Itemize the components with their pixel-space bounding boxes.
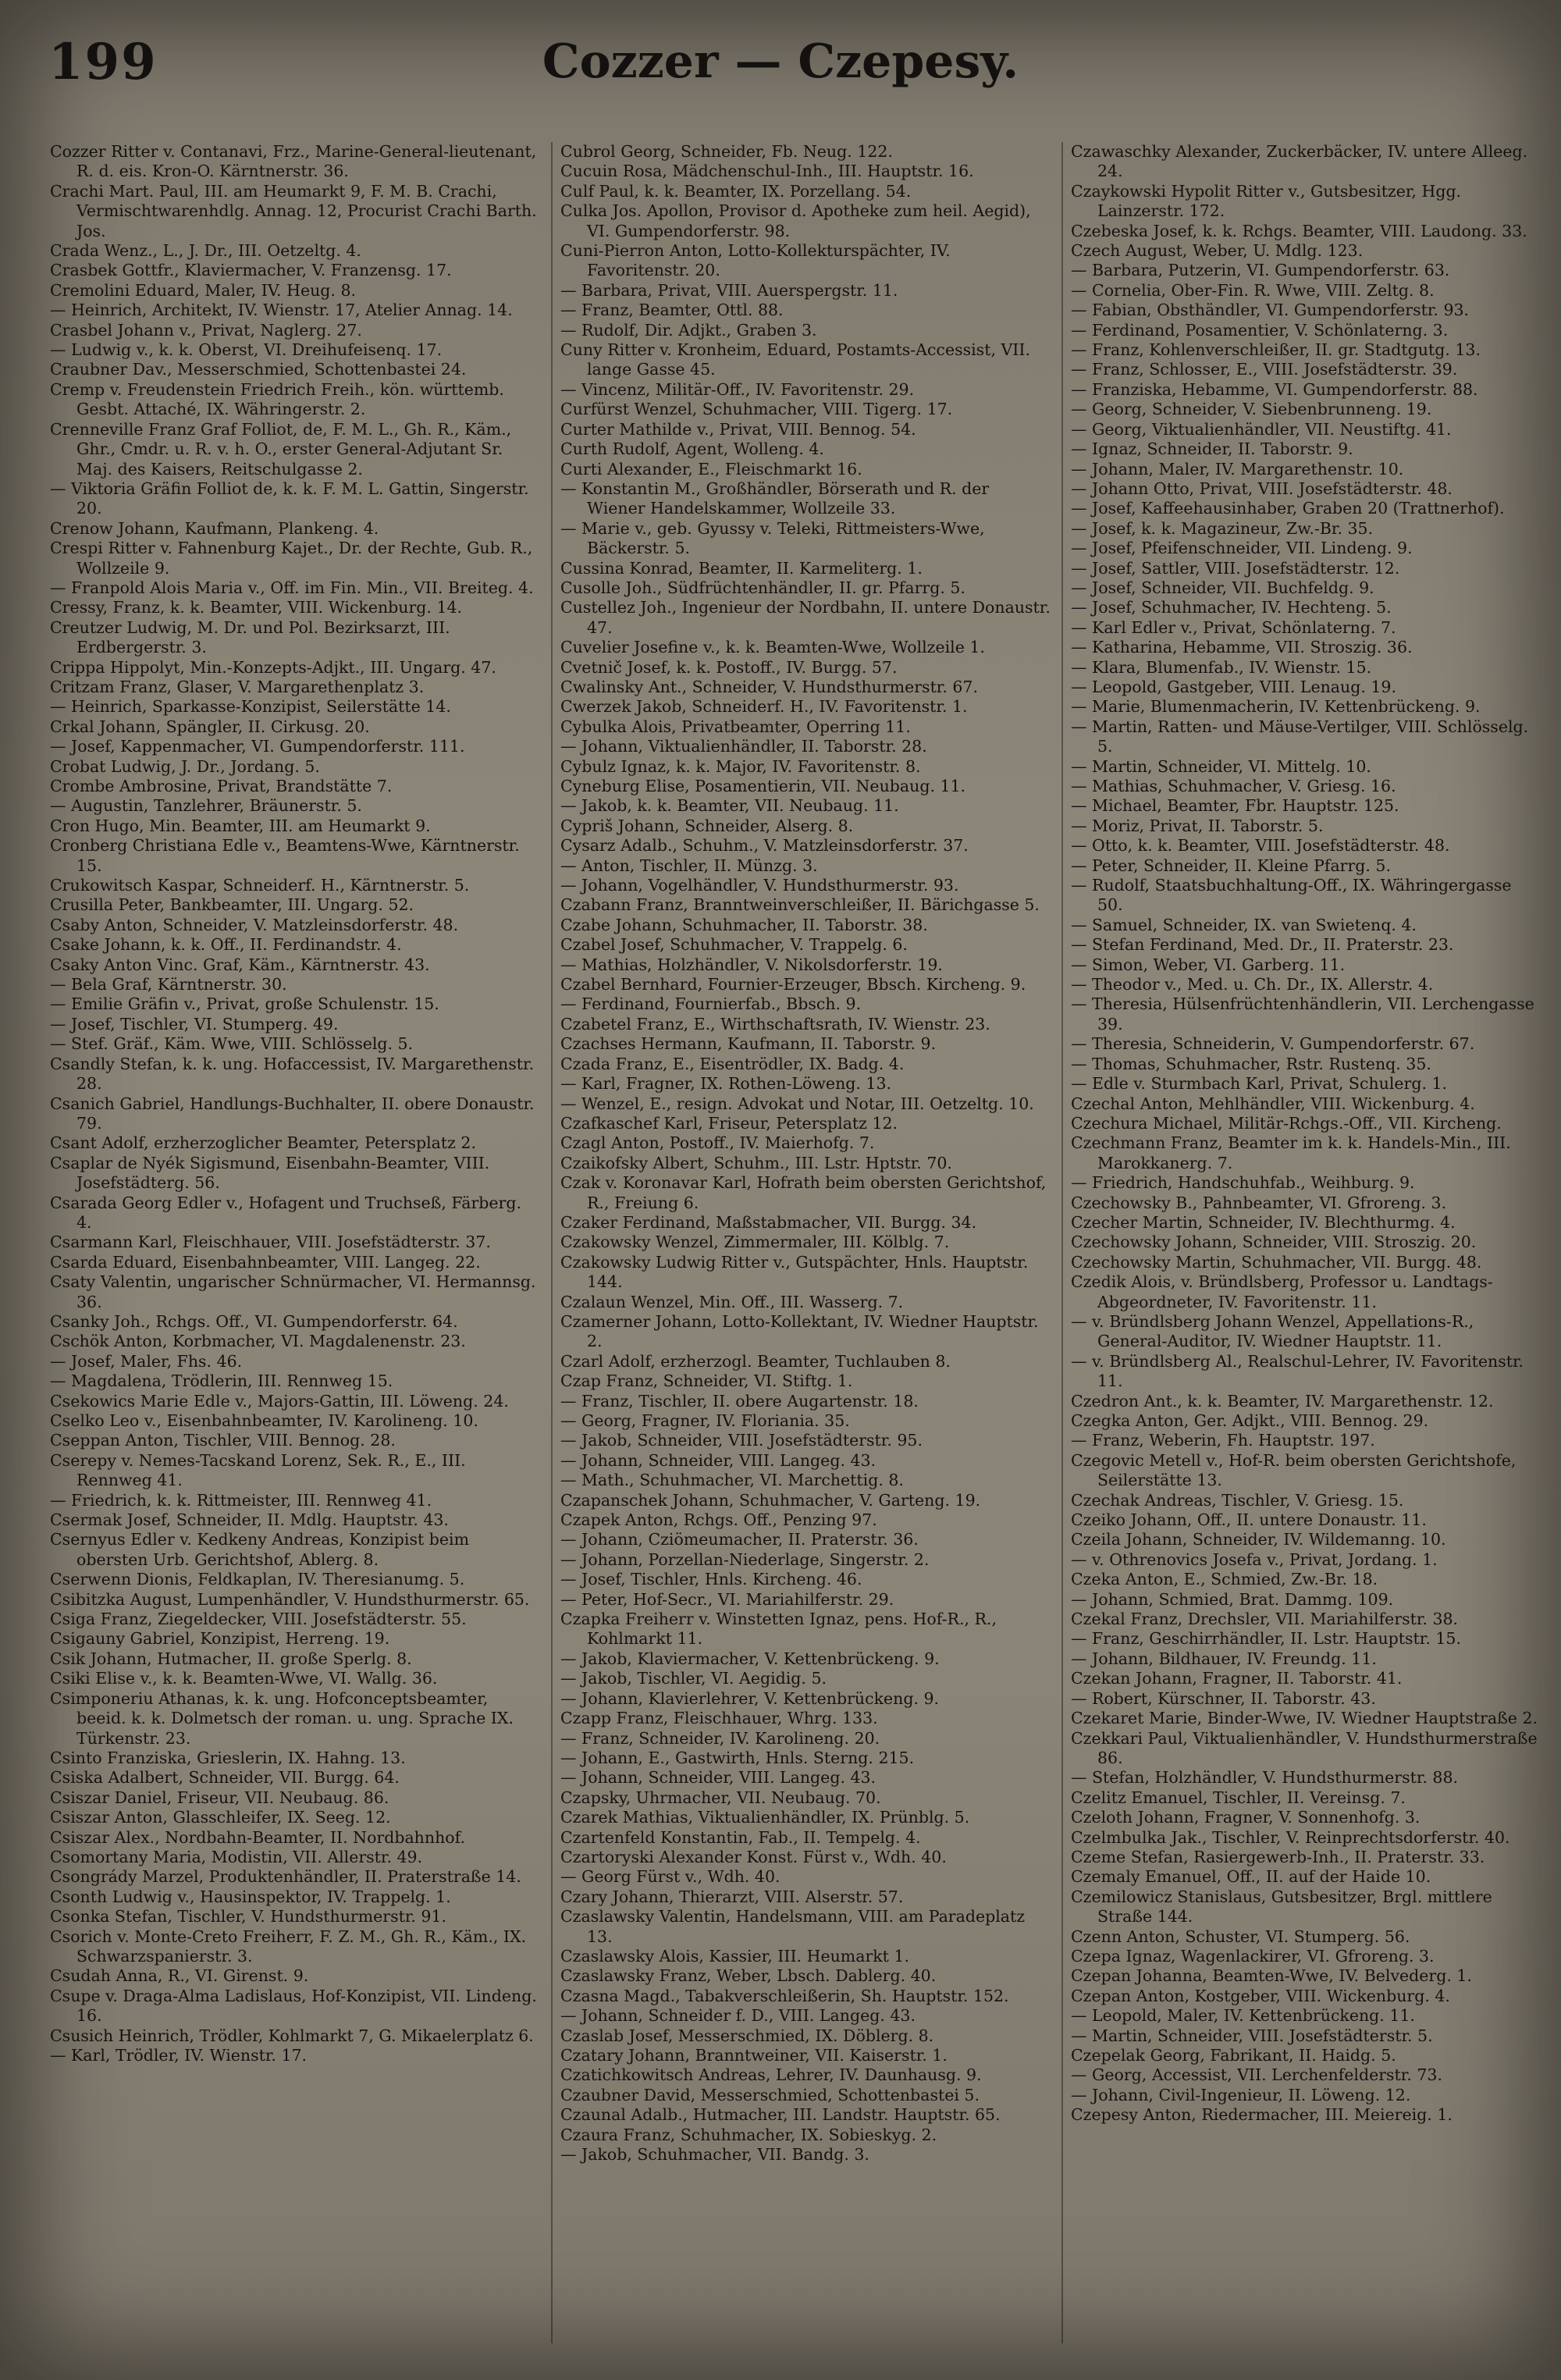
directory-entry: — Ignaz, Schneider, II. Taborstr. 9.	[1071, 439, 1353, 459]
directory-entry: — Josef, k. k. Magazineur, Zw.-Br. 35.	[1071, 518, 1374, 538]
directory-entry: — Robert, Kürschner, II. Taborstr. 43.	[1071, 1688, 1376, 1708]
directory-entry: Czekal Franz, Drechsler, VII. Mariahilferstr. 38.	[1071, 1610, 1459, 1629]
directory-entry: — Leopold, Gastgeber, VIII. Lenaug. 19.	[1071, 677, 1396, 696]
directory-entry: Crenow Johann, Kaufmann, Plankeng. 4.	[50, 518, 379, 538]
directory-entry: — v. Bründlsberg Al., Realschul-Lehrer, IV. Favoritenstr. 11.	[1071, 1351, 1524, 1391]
directory-entry: Crombe Ambrosine, Privat, Brandstätte 7.	[50, 777, 393, 795]
directory-entry: Curti Alexander, E., Fleischmarkt 16.	[560, 459, 862, 478]
directory-entry: — Martin, Schneider, VI. Mittelg. 10.	[1071, 756, 1371, 776]
directory-entry: Czeila Johann, Schneider, IV. Wildemanng. 10.	[1071, 1530, 1446, 1549]
directory-entry: Czemilowicz Stanislaus, Gutsbesitzer, Brgl. mittlere Straße 144.	[1071, 1887, 1492, 1926]
directory-entry: Czaunal Adalb., Hutmacher, III. Landstr. Hauptstr. 65.	[560, 2105, 1001, 2125]
directory-entry: — Stefan Ferdinand, Med. Dr., II. Praterstr. 23.	[1071, 935, 1454, 955]
directory-entry: Curth Rudolf, Agent, Wolleng. 4.	[560, 439, 824, 459]
directory-entry: Crkal Johann, Spängler, II. Cirkusg. 20.	[50, 717, 370, 736]
directory-entry: Cuny Ritter v. Kronheim, Eduard, Postamts-Accessist, VII. lange Gasse 45.	[560, 340, 1030, 379]
directory-entry: Czapanschek Johann, Schuhmacher, V. Garteng. 19.	[560, 1490, 981, 1510]
directory-entry: Cronberg Christiana Edle v., Beamtens-Wwe, Kärntnerstr. 15.	[50, 836, 520, 875]
directory-entry: Curter Mathilde v., Privat, VIII. Bennog. 54.	[560, 419, 916, 439]
directory-entry: — Samuel, Schneider, IX. van Swietenq. 4.	[1071, 915, 1417, 934]
directory-entry: Crukowitsch Kaspar, Schneiderf. H., Kärntnerstr. 5.	[50, 876, 470, 895]
directory-entry: — Katharina, Hebamme, VII. Stroszig. 36.	[1071, 638, 1413, 657]
directory-entry: Cybulka Alois, Privatbeamter, Operring 11.	[560, 717, 911, 736]
directory-entry: — Franz, Geschirrhändler, II. Lstr. Hauptstr. 15.	[1071, 1629, 1461, 1649]
directory-entry: Czebeska Josef, k. k. Rchgs. Beamter, VIII. Laudong. 33.	[1071, 221, 1527, 240]
directory-entry: — Johann, E., Gastwirth, Hnls. Sterng. 215.	[560, 1748, 915, 1767]
directory-entry: Cubrol Georg, Schneider, Fb. Neug. 122.	[560, 142, 893, 161]
directory-entry: Cuni-Pierron Anton, Lotto-Kollekturspächter, IV. Favoritenstr. 20.	[560, 241, 951, 280]
directory-entry: Culka Jos. Apollon, Provisor d. Apotheke zum heil. Aegid), VI. Gumpendorferstr. 98.	[560, 201, 1031, 240]
directory-entry: — Jakob, Tischler, VI. Aegidig. 5.	[560, 1669, 827, 1688]
directory-entry: — Karl Edler v., Privat, Schönlaterng. 7.	[1071, 617, 1396, 637]
directory-entry: Czafkaschef Karl, Friseur, Petersplatz 12.	[560, 1113, 898, 1133]
directory-entry: Csudah Anna, R., VI. Girenst. 9.	[50, 1966, 309, 1986]
directory-entry: Czenn Anton, Schuster, VI. Stumperg. 56.	[1071, 1926, 1410, 1946]
directory-entry: — Georg, Viktualienhändler, VII. Neustiftg. 41.	[1071, 419, 1452, 439]
directory-entry: Cserwenn Dionis, Feldkaplan, IV. Theresianumg. 5.	[50, 1570, 465, 1589]
directory-entry: — Otto, k. k. Beamter, VIII. Josefstädterstr. 48.	[1071, 836, 1450, 856]
directory-entry: — Friedrich, k. k. Rittmeister, III. Rennweg 41.	[50, 1490, 432, 1510]
directory-entry: Cozzer Ritter v. Contanavi, Frz., Marine-General-lieutenant, R. d. eis. Kron-O. Kärntnerstr. 36.	[50, 142, 537, 181]
directory-entry: Czechowsky Martin, Schuhmacher, VII. Burgg. 48.	[1071, 1252, 1482, 1272]
directory-entry: Crespi Ritter v. Fahnenburg Kajet., Dr. der Rechte, Gub. R., Wollzeile 9.	[50, 539, 533, 578]
directory-entry: Czepan Anton, Kostgeber, VIII. Wickenburg. 4.	[1071, 1986, 1450, 2005]
directory-entry: — Franz, Weberin, Fh. Hauptstr. 197.	[1071, 1431, 1375, 1450]
directory-entry: — Magdalena, Trödlerin, III. Rennweg 15.	[50, 1371, 393, 1391]
directory-entry: Czapek Anton, Rchgs. Off., Penzing 97.	[560, 1510, 877, 1530]
directory-entry: Cseppan Anton, Tischler, VIII. Bennog. 28.	[50, 1431, 396, 1450]
directory-entry: Czedik Alois, v. Bründlsberg, Professor u. Landtags-Abgeordneter, IV. Favoritenstr. 11.	[1071, 1272, 1493, 1311]
column-divider	[551, 142, 553, 2343]
directory-entry: — Franz, Schlosser, E., VIII. Josefstädterstr. 39.	[1071, 360, 1458, 379]
directory-entry: Csiki Elise v., k. k. Beamten-Wwe, VI. Wallg. 36.	[50, 1669, 438, 1688]
directory-entry: — Johann, Schneider, VIII. Langeg. 43.	[560, 1768, 877, 1788]
directory-entry: — Bela Graf, Kärntnerstr. 30.	[50, 975, 287, 994]
directory-entry: Csiszar Alex., Nordbahn-Beamter, II. Nordbahnhof.	[50, 1827, 466, 1847]
directory-entry: — Johann, Bildhauer, IV. Freundg. 11.	[1071, 1649, 1377, 1668]
directory-entry: Czapp Franz, Fleischhauer, Whrg. 133.	[560, 1709, 878, 1728]
directory-entry: Cusolle Joh., Südfrüchtenhändler, II. gr. Pfarrg. 5.	[560, 578, 965, 597]
directory-entry: — Leopold, Maler, IV. Kettenbrückeng. 11.	[1071, 2006, 1415, 2026]
directory-entry: Czechowsky B., Pahnbeamter, VI. Gfroreng. 3.	[1071, 1193, 1447, 1212]
directory-entry: — Moriz, Privat, II. Taborstr. 5.	[1071, 816, 1324, 835]
directory-entry: Czeloth Johann, Fragner, V. Sonnenhofg. 3.	[1071, 1808, 1421, 1827]
directory-entry: — Stef. Gräf., Käm. Wwe, VIII. Schlösselg. 5.	[50, 1034, 414, 1054]
directory-entry: Czarl Adolf, erzherzogl. Beamter, Tuchlauben 8.	[560, 1351, 951, 1371]
directory-entry: — Emilie Gräfin v., Privat, große Schulenstr. 15.	[50, 994, 439, 1014]
directory-entry: Czepa Ignaz, Wagenlackirer, VI. Gfroreng. 3.	[1071, 1946, 1435, 1966]
directory-entry: — Thomas, Schuhmacher, Rstr. Rustenq. 35.	[1071, 1054, 1431, 1073]
directory-entry: — Josef, Tischler, VI. Stumperg. 49.	[50, 1014, 339, 1033]
directory-entry: — Augustin, Tanzlehrer, Bräunerstr. 5.	[50, 796, 362, 816]
directory-entry: — Josef, Schuhmacher, IV. Hechteng. 5.	[1071, 598, 1392, 617]
directory-entry: Czecher Martin, Schneider, IV. Blechthurmg. 4.	[1071, 1212, 1456, 1232]
directory-entry: — Fabian, Obsthändler, VI. Gumpendorferstr. 93.	[1071, 301, 1470, 320]
directory-entry: — Ludwig v., k. k. Oberst, VI. Dreihufeisenq. 17.	[50, 340, 443, 360]
directory-entry: — Johann, Cziömeumacher, II. Praterstr. 36.	[560, 1530, 919, 1549]
directory-entry: Czap Franz, Schneider, VI. Stiftg. 1.	[560, 1371, 853, 1391]
directory-entry: — Heinrich, Architekt, IV. Wienstr. 17, Atelier Annag. 14.	[50, 301, 513, 320]
directory-entry: — Rudolf, Dir. Adjkt., Graben 3.	[560, 320, 817, 340]
directory-entry: — Franz, Schneider, IV. Karolineng. 20.	[560, 1728, 880, 1748]
directory-entry: Cschök Anton, Korbmacher, VI. Magdalenenstr. 23.	[50, 1332, 466, 1351]
directory-entry: Czaura Franz, Schuhmacher, IX. Sobieskyg. 2.	[560, 2125, 937, 2144]
directory-entry: Crasbek Gottfr., Klaviermacher, V. Franzensg. 17.	[50, 261, 452, 280]
directory-entry: Czegovic Metell v., Hof-R. beim obersten Gerichtshofe, Seilerstätte 13.	[1071, 1450, 1517, 1490]
directory-entry: — Marie, Blumenmacherin, IV. Kettenbrückeng. 9.	[1071, 697, 1481, 717]
directory-entry: Csinto Franziska, Grieslerin, IX. Hahng. 13.	[50, 1748, 406, 1767]
directory-entry: Cremp v. Freudenstein Friedrich Freih., kön. württemb. Gesbt. Attaché, IX. Währingerstr. 2.	[50, 379, 504, 419]
directory-entry: — Franz, Beamter, Ottl. 88.	[560, 301, 784, 320]
directory-entry: Czaker Ferdinand, Maßstabmacher, VII. Burgg. 34.	[560, 1212, 977, 1232]
column-3	[1071, 142, 1539, 2351]
directory-entry: Csermak Josef, Schneider, II. Mdlg. Hauptstr. 43.	[50, 1510, 449, 1530]
directory-entry: Czepesy Anton, Riedermacher, III. Meiereig. 1.	[1071, 2105, 1453, 2125]
directory-entry: Csaty Valentin, ungarischer Schnürmacher, VI. Hermannsg. 36.	[50, 1272, 536, 1311]
directory-entry: Crusilla Peter, Bankbeamter, III. Ungarg. 52.	[50, 895, 414, 915]
directory-entry: Czepan Johanna, Beamten-Wwe, IV. Belvederg. 1.	[1071, 1966, 1472, 1986]
directory-entry: — Franziska, Hebamme, VI. Gumpendorferstr. 88.	[1071, 379, 1478, 399]
directory-entry: — Peter, Schneider, II. Kleine Pfarrg. 5.	[1071, 856, 1391, 875]
directory-entry: Cysarz Adalb., Schuhm., V. Matzleinsdorferstr. 37.	[560, 836, 969, 856]
directory-entry: Czemaly Emanuel, Off., II. auf der Haide 10.	[1071, 1867, 1431, 1887]
directory-entry: Csimponeriu Athanas, k. k. ung. Hofconceptsbeamter, beeid. k. k. Dolmetsch der roman. u. ung. Sprache IX. Türkenstr. 23.	[50, 1688, 514, 1748]
directory-entry: Czaslawsky Valentin, Handelsmann, VIII. am Paradeplatz 13.	[560, 1907, 1026, 1946]
directory-entry: — Jakob, Schuhmacher, VII. Bandg. 3.	[560, 2145, 869, 2165]
directory-entry: Csake Johann, k. k. Off., II. Ferdinandstr. 4.	[50, 935, 402, 955]
directory-entry: Czegka Anton, Ger. Adjkt., VIII. Bennog. 29.	[1071, 1411, 1429, 1430]
directory-entry: — Josef, Schneider, VII. Buchfeldg. 9.	[1071, 578, 1374, 597]
directory-entry: Cuvelier Josefine v., k. k. Beamten-Wwe, Wollzeile 1.	[560, 638, 985, 657]
directory-entry: — Georg Fürst v., Wdh. 40.	[560, 1867, 780, 1887]
directory-entry: — Wenzel, E., resign. Advokat und Notar, III. Oetzeltg. 10.	[560, 1094, 1034, 1113]
directory-entry: Czagl Anton, Postoff., IV. Maierhofg. 7.	[560, 1133, 875, 1153]
page-header	[0, 27, 1561, 112]
directory-entry: — Mathias, Schuhmacher, V. Griesg. 16.	[1071, 777, 1396, 795]
directory-entry: Csigauny Gabriel, Konzipist, Herreng. 19.	[50, 1629, 390, 1649]
directory-entry: — Martin, Ratten- und Mäuse-Vertilger, VIII. Schlösselg. 5.	[1071, 717, 1529, 756]
directory-entry: Crippa Hippolyt, Min.-Konzepts-Adjkt., III. Ungarg. 47.	[50, 657, 496, 677]
directory-entry: Czech August, Weber, U. Mdlg. 123.	[1071, 241, 1364, 261]
directory-entry: Csomortany Maria, Modistin, VII. Allerstr. 49.	[50, 1847, 423, 1866]
directory-entry: — Edle v. Sturmbach Karl, Privat, Schulerg. 1.	[1071, 1074, 1448, 1094]
directory-entry: — Karl, Trödler, IV. Wienstr. 17.	[50, 2046, 308, 2065]
directory-entry: — Georg, Schneider, V. Siebenbrunneng. 19.	[1071, 400, 1432, 419]
directory-entry: Csarda Eduard, Eisenbahnbeamter, VIII. Langeg. 22.	[50, 1252, 481, 1272]
directory-entry: — Johann, Schmied, Brat. Dammg. 109.	[1071, 1589, 1394, 1609]
directory-entry: Czatary Johann, Branntweiner, VII. Kaiserstr. 1.	[560, 2046, 948, 2065]
directory-entry: — Johann, Schneider, VIII. Langeg. 43.	[560, 1450, 877, 1470]
directory-entry: Cussina Konrad, Beamter, II. Karmeliterg. 1.	[560, 558, 923, 578]
directory-entry: — Franz, Tischler, II. obere Augartenstr. 18.	[560, 1391, 919, 1411]
directory-entry: Cremolini Eduard, Maler, IV. Heug. 8.	[50, 280, 357, 300]
directory-entry: Csernyus Edler v. Kedkeny Andreas, Konzipist beim obersten Urb. Gerichtshof, Ablerg. 8.	[50, 1530, 470, 1569]
directory-entry: Czarek Mathias, Viktualienhändler, IX. Prünblg. 5.	[560, 1808, 970, 1827]
directory-entry: — Jakob, Klaviermacher, V. Kettenbrückeng. 9.	[560, 1649, 940, 1668]
directory-entry: Czechak Andreas, Tischler, V. Griesg. 15.	[1071, 1490, 1404, 1510]
column-2	[560, 142, 1052, 2351]
directory-entry: — Anton, Tischler, II. Münzg. 3.	[560, 856, 818, 875]
directory-entry: Czartenfeld Konstantin, Fab., II. Tempelg. 4.	[560, 1827, 921, 1847]
directory-entry: Czaslab Josef, Messerschmied, IX. Döblerg. 8.	[560, 2026, 934, 2045]
directory-entry: Csaky Anton Vinc. Graf, Käm., Kärntnerstr. 43.	[50, 955, 430, 974]
directory-entry: — Johann, Porzellan-Niederlage, Singerstr. 2.	[560, 1549, 930, 1569]
directory-entry: — Johann, Vogelhändler, V. Hundsthurmerstr. 93.	[560, 876, 959, 895]
directory-entry: Csupe v. Draga-Alma Ladislaus, Hof-Konzipist, VII. Lindeng. 16.	[50, 1986, 537, 2026]
directory-entry: — Ferdinand, Posamentier, V. Schönlaterng. 3.	[1071, 320, 1449, 340]
directory-entry: Csarmann Karl, Fleischhauer, VIII. Josefstädterstr. 37.	[50, 1233, 491, 1252]
directory-entry: — Georg, Accessist, VII. Lerchenfelderstr. 73.	[1071, 2065, 1442, 2085]
directory-entry: Czeme Stefan, Rasiergewerb-Inh., II. Praterstr. 33.	[1071, 1847, 1485, 1866]
directory-entry: Czachses Hermann, Kaufmann, II. Taborstr. 9.	[560, 1034, 937, 1054]
directory-entry: Czabe Johann, Schuhmacher, II. Taborstr. 38.	[560, 915, 928, 934]
directory-entry: Czelmbulka Jak., Tischler, V. Reinprechtsdorferstr. 40.	[1071, 1827, 1510, 1847]
directory-entry: Csandly Stefan, k. k. ung. Hofaccessist, IV. Margarethenstr. 28.	[50, 1054, 535, 1094]
directory-entry: Czekaret Marie, Binder-Wwe, IV. Wiedner Hauptstraße 2.	[1071, 1709, 1538, 1728]
directory-entry: Czaslawsky Alois, Kassier, III. Heumarkt 1.	[560, 1946, 909, 1966]
directory-entry: Czaubner David, Messerschmied, Schottenbastei 5.	[560, 2085, 980, 2104]
directory-entry: Czepelak Georg, Fabrikant, II. Haidg. 5.	[1071, 2046, 1396, 2065]
directory-entry: Critzam Franz, Glaser, V. Margarethenplatz 3.	[50, 677, 425, 696]
directory-entry: Czapka Freiherr v. Winstetten Ignaz, pens. Hof-R., R., Kohlmarkt 11.	[560, 1610, 997, 1649]
directory-entry: Cressy, Franz, k. k. Beamter, VIII. Wickenburg. 14.	[50, 598, 463, 617]
directory-entry: Czedron Ant., k. k. Beamter, IV. Margarethenstr. 12.	[1071, 1391, 1494, 1411]
directory-entry: Csik Johann, Hutmacher, II. große Sperlg. 8.	[50, 1649, 412, 1668]
directory-entry: Csorich v. Monte-Creto Freiherr, F. Z. M., Gh. R., Käm., IX. Schwarzspanierstr. 3.	[50, 1926, 527, 1966]
directory-entry: Csiszar Daniel, Friseur, VII. Neubaug. 86.	[50, 1788, 389, 1807]
directory-entry: Csanich Gabriel, Handlungs-Buchhalter, II. obere Donaustr. 79.	[50, 1094, 535, 1133]
directory-entry: — Jakob, Schneider, VIII. Josefstädterstr. 95.	[560, 1431, 923, 1450]
directory-entry: — Viktoria Gräfin Folliot de, k. k. F. M. L. Gattin, Singerstr. 20.	[50, 478, 529, 518]
directory-entry: Csaby Anton, Schneider, V. Matzleinsdorferstr. 48.	[50, 915, 459, 934]
directory-entry: — Johann Otto, Privat, VIII. Josefstädterstr. 48.	[1071, 478, 1453, 498]
directory-entry: Czartoryski Alexander Konst. Fürst v., Wdh. 40.	[560, 1847, 947, 1866]
directory-entry: Cybulz Ignaz, k. k. Major, IV. Favoritenstr. 8.	[560, 756, 921, 776]
directory-entry: Czekan Johann, Fragner, II. Taborstr. 41.	[1071, 1669, 1403, 1688]
directory-entry: — Rudolf, Staatsbuchhaltung-Off., IX. Währingergasse 50.	[1071, 876, 1512, 915]
directory-entry: — Jakob, k. k. Beamter, VII. Neubaug. 11.	[560, 796, 899, 816]
directory-entry: Czekkari Paul, Viktualienhändler, V. Hundsthurmerstraße 86.	[1071, 1728, 1538, 1767]
directory-entry: Czaikofsky Albert, Schuhm., III. Lstr. Hptstr. 70.	[560, 1153, 952, 1172]
directory-entry: Crobat Ludwig, J. Dr., Jordang. 5.	[50, 756, 320, 776]
directory-entry: Csiska Adalbert, Schneider, VII. Burgg. 64.	[50, 1768, 400, 1788]
directory-entry: — Georg, Fragner, IV. Floriania. 35.	[560, 1411, 850, 1430]
page-title: Cozzer — Czepesy.	[542, 34, 1019, 89]
directory-entry: — Theresia, Hülsenfrüchtenhändlerin, VII. Lerchengasse 39.	[1071, 994, 1534, 1033]
directory-entry: Cypriš Johann, Schneider, Alserg. 8.	[560, 816, 854, 835]
directory-entry: — Johann, Schneider f. D., VIII. Langeg. 43.	[560, 2006, 916, 2026]
directory-entry: Cyneburg Elise, Posamentierin, VII. Neubaug. 11.	[560, 777, 966, 795]
directory-entry: Czabetel Franz, E., Wirthschaftsrath, IV. Wienstr. 23.	[560, 1014, 990, 1033]
directory-entry: Crachi Mart. Paul, III. am Heumarkt 9, F. M. B. Crachi, Vermischtwarenhdlg. Annag. 12, Procurist Crachi Barth. Jos.	[50, 181, 537, 240]
directory-entry: — Simon, Weber, VI. Garberg. 11.	[1071, 955, 1346, 974]
directory-entry: Csongrády Marzel, Produktenhändler, II. Praterstraße 14.	[50, 1867, 521, 1887]
directory-entry: — Friedrich, Handschuhfab., Weihburg. 9.	[1071, 1173, 1415, 1193]
directory-entry: Czabel Bernhard, Fournier-Erzeuger, Bbsch. Kircheng. 9.	[560, 975, 1026, 994]
directory-entry: — Josef, Pfeifenschneider, VII. Lindeng. 9.	[1071, 539, 1413, 558]
directory-entry: Czamerner Johann, Lotto-Kollektant, IV. Wiedner Hauptstr. 2.	[560, 1311, 1039, 1351]
directory-entry: Cselko Leo v., Eisenbahnbeamter, IV. Karolineng. 10.	[50, 1411, 478, 1430]
directory-entry: — Barbara, Putzerin, VI. Gumpendorferstr. 63.	[1071, 261, 1450, 280]
directory-entry: Cron Hugo, Min. Beamter, III. am Heumarkt 9.	[50, 816, 431, 835]
directory-entry: Cwerzek Jakob, Schneiderf. H., IV. Favoritenstr. 1.	[560, 697, 968, 717]
directory-entry: — Barbara, Privat, VIII. Auerspergstr. 11.	[560, 280, 898, 300]
directory-entry: Czapsky, Uhrmacher, VII. Neubaug. 70.	[560, 1788, 881, 1807]
directory-entry: — Marie v., geb. Gyussy v. Teleki, Rittmeisters-Wwe, Bäckerstr. 5.	[560, 518, 985, 558]
directory-entry: — Franpold Alois Maria v., Off. im Fin. Min., VII. Breiteg. 4.	[50, 578, 534, 597]
directory-entry: Cserepy v. Nemes-Tacskand Lorenz, Sek. R., E., III. Rennweg 41.	[50, 1450, 466, 1490]
directory-entry: — Vincenz, Militär-Off., IV. Favoritenstr. 29.	[560, 379, 915, 399]
directory-entry: Czada Franz, E., Eisentrödler, IX. Badg. 4.	[560, 1054, 905, 1073]
column-divider	[1061, 142, 1063, 2343]
directory-entry: — Stefan, Holzhändler, V. Hundsthurmerstr. 88.	[1071, 1768, 1459, 1788]
directory-entry: Czelitz Emanuel, Tischler, II. Vereinsg. 7.	[1071, 1788, 1406, 1807]
directory-entry: — Josef, Kaffeehausinhaber, Graben 20 (Trattnerhof).	[1071, 499, 1505, 518]
directory-entry: Csiszar Anton, Glasschleifer, IX. Seeg. 12.	[50, 1808, 391, 1827]
directory-entry: Czaslawsky Franz, Weber, Lbsch. Dablerg. 40.	[560, 1966, 937, 1986]
directory-entry: Custellez Joh., Ingenieur der Nordbahn, II. untere Donaustr. 47.	[560, 598, 1051, 637]
directory-entry: Cwalinsky Ant., Schneider, V. Hundsthurmerstr. 67.	[560, 677, 978, 696]
directory-entry: Creutzer Ludwig, M. Dr. und Pol. Bezirksarzt, III. Erdbergerstr. 3.	[50, 617, 450, 657]
directory-entry: Csusich Heinrich, Trödler, Kohlmarkt 7, G. Mikaelerplatz 6.	[50, 2026, 534, 2045]
directory-entry: — Heinrich, Sparkasse-Konzipist, Seilerstätte 14.	[50, 697, 451, 717]
directory-entry: — Johann, Klavierlehrer, V. Kettenbrückeng. 9.	[560, 1688, 940, 1708]
directory-entry: Crada Wenz., L., J. Dr., III. Oetzeltg. 4.	[50, 241, 361, 261]
directory-entry: — Franz, Kohlenverschleißer, II. gr. Stadtgutg. 13.	[1071, 340, 1481, 360]
directory-entry: Czechura Michael, Militär-Rchgs.-Off., VII. Kircheng.	[1071, 1113, 1502, 1133]
directory-entry: Czatichkowitsch Andreas, Lehrer, IV. Daunhausg. 9.	[560, 2065, 982, 2085]
directory-entry: — Josef, Maler, Fhs. 46.	[50, 1351, 243, 1371]
directory-entry: Csaplar de Nyék Sigismund, Eisenbahn-Beamter, VIII. Josefstädterg. 56.	[50, 1153, 490, 1193]
directory-entry: Csanky Joh., Rchgs. Off., VI. Gumpendorferstr. 64.	[50, 1311, 458, 1331]
directory-entry: Craubner Dav., Messerschmied, Schottenbastei 24.	[50, 360, 467, 379]
directory-entry: Czakowsky Ludwig Ritter v., Gutspächter, Hnls. Hauptstr. 144.	[560, 1252, 1029, 1292]
directory-entry: — Johann, Viktualienhändler, II. Taborstr. 28.	[560, 737, 927, 756]
directory-entry: Czeka Anton, E., Schmied, Zw.-Br. 18.	[1071, 1570, 1378, 1589]
directory-entry: — Johann, Maler, IV. Margarethenstr. 10.	[1071, 459, 1404, 478]
directory-entry: Csonth Ludwig v., Hausinspektor, IV. Trappelg. 1.	[50, 1887, 451, 1906]
directory-entry: — Martin, Schneider, VIII. Josefstädterstr. 5.	[1071, 2026, 1433, 2045]
directory-entry: — Josef, Kappenmacher, VI. Gumpendorferstr. 111.	[50, 737, 465, 756]
directory-entry: Crasbel Johann v., Privat, Naglerg. 27.	[50, 320, 362, 340]
directory-entry: — Ferdinand, Fournierfab., Bbsch. 9.	[560, 994, 862, 1014]
directory-entry: Cucuin Rosa, Mädchenschul-Inh., III. Hauptstr. 16.	[560, 162, 974, 181]
directory-entry: Culf Paul, k. k. Beamter, IX. Porzellang. 54.	[560, 181, 912, 201]
page-number: 199	[48, 33, 158, 91]
directory-entry: — Michael, Beamter, Fbr. Hauptstr. 125.	[1071, 796, 1399, 816]
directory-entry: Csekowics Marie Edle v., Majors-Gattin, III. Löweng. 24.	[50, 1391, 509, 1411]
directory-entry: Czalaun Wenzel, Min. Off., III. Wasserg. 7.	[560, 1292, 904, 1311]
directory-entry: — Cornelia, Ober-Fin. R. Wwe, VIII. Zeltg. 8.	[1071, 280, 1435, 300]
directory-entry: Czakowsky Wenzel, Zimmermaler, III. Kölblg. 7.	[560, 1233, 950, 1252]
directory-entry: Csibitzka August, Lumpenhändler, V. Hundsthurmerstr. 65.	[50, 1589, 530, 1609]
directory-entry: Csiga Franz, Ziegeldecker, VIII. Josefstädterstr. 55.	[50, 1610, 467, 1629]
directory-entry: — Karl, Fragner, IX. Rothen-Löweng. 13.	[560, 1074, 892, 1094]
directory-entry: — Theodor v., Med. u. Ch. Dr., IX. Allerstr. 4.	[1071, 975, 1434, 994]
directory-entry: — Peter, Hof-Secr., VI. Mariahilferstr. 29.	[560, 1589, 894, 1609]
directory-entry: Csarada Georg Edler v., Hofagent und Truchseß, Färberg. 4.	[50, 1193, 521, 1232]
directory-entry: — Math., Schuhmacher, VI. Marchettig. 8.	[560, 1471, 904, 1490]
directory-entry: — Klara, Blumenfab., IV. Wienstr. 15.	[1071, 657, 1372, 677]
directory-entry: Czechal Anton, Mehlhändler, VIII. Wickenburg. 4.	[1071, 1094, 1475, 1113]
directory-entry: — Konstantin M., Großhändler, Börserath und R. der Wiener Handelskammer, Wollzeile 33.	[560, 478, 990, 518]
directory-entry: Czabann Franz, Branntweinverschleißer, II. Bärichgasse 5.	[560, 895, 1040, 915]
directory-entry: Czechmann Franz, Beamter im k. k. Handels-Min., III. Marokkanerg. 7.	[1071, 1133, 1511, 1172]
directory-entry: Czeiko Johann, Off., II. untere Donaustr. 11.	[1071, 1510, 1427, 1530]
directory-entry: Csant Adolf, erzherzoglicher Beamter, Petersplatz 2.	[50, 1133, 476, 1153]
directory-entry: Crenneville Franz Graf Folliot, de, F. M. L., Gh. R., Käm., Ghr., Cmdr. u. R. v. h. O., erster General-Adjutant Sr. Maj. des Kaisers, Reitschulgasse 2.	[50, 419, 512, 478]
directory-entry: Czawaschky Alexander, Zuckerbäcker, IV. untere Alleeg. 24.	[1071, 142, 1528, 181]
directory-entry: Curfürst Wenzel, Schuhmacher, VIII. Tigerg. 17.	[560, 400, 953, 419]
directory-entry: Czak v. Koronavar Karl, Hofrath beim obersten Gerichtshof, R., Freiung 6.	[560, 1173, 1047, 1212]
directory-entry: Czabel Josef, Schuhmacher, V. Trappelg. 6.	[560, 935, 908, 955]
directory-entry: — v. Othrenovics Josefa v., Privat, Jordang. 1.	[1071, 1549, 1438, 1569]
directory-entry: — Mathias, Holzhändler, V. Nikolsdorferstr. 19.	[560, 955, 943, 974]
directory-entry: Csonka Stefan, Tischler, V. Hundsthurmerstr. 91.	[50, 1907, 447, 1926]
directory-entry: — Josef, Sattler, VIII. Josefstädterstr. 12.	[1071, 558, 1400, 578]
directory-entry: Czaykowski Hypolit Ritter v., Gutsbesitzer, Hgg. Lainzerstr. 172.	[1071, 181, 1462, 221]
directory-entry: — Theresia, Schneiderin, V. Gumpendorferstr. 67.	[1071, 1034, 1475, 1054]
directory-entry: Czasna Magd., Tabakverschleißerin, Sh. Hauptstr. 152.	[560, 1986, 1009, 2005]
directory-entry: Czary Johann, Thierarzt, VIII. Alserstr. 57.	[560, 1887, 904, 1906]
directory-entry: — v. Bründlsberg Johann Wenzel, Appellations-R., General-Auditor, IV. Wiedner Hauptstr. 11.	[1071, 1311, 1474, 1351]
directory-entry: Czechowsky Johann, Schneider, VIII. Stroszig. 20.	[1071, 1233, 1477, 1252]
column-1	[50, 142, 542, 2351]
directory-entry: — Josef, Tischler, Hnls. Kircheng. 46.	[560, 1570, 862, 1589]
directory-entry: — Johann, Civil-Ingenieur, II. Löweng. 12.	[1071, 2085, 1411, 2104]
directory-entry: Cvetnič Josef, k. k. Postoff., IV. Burgg. 57.	[560, 657, 898, 677]
